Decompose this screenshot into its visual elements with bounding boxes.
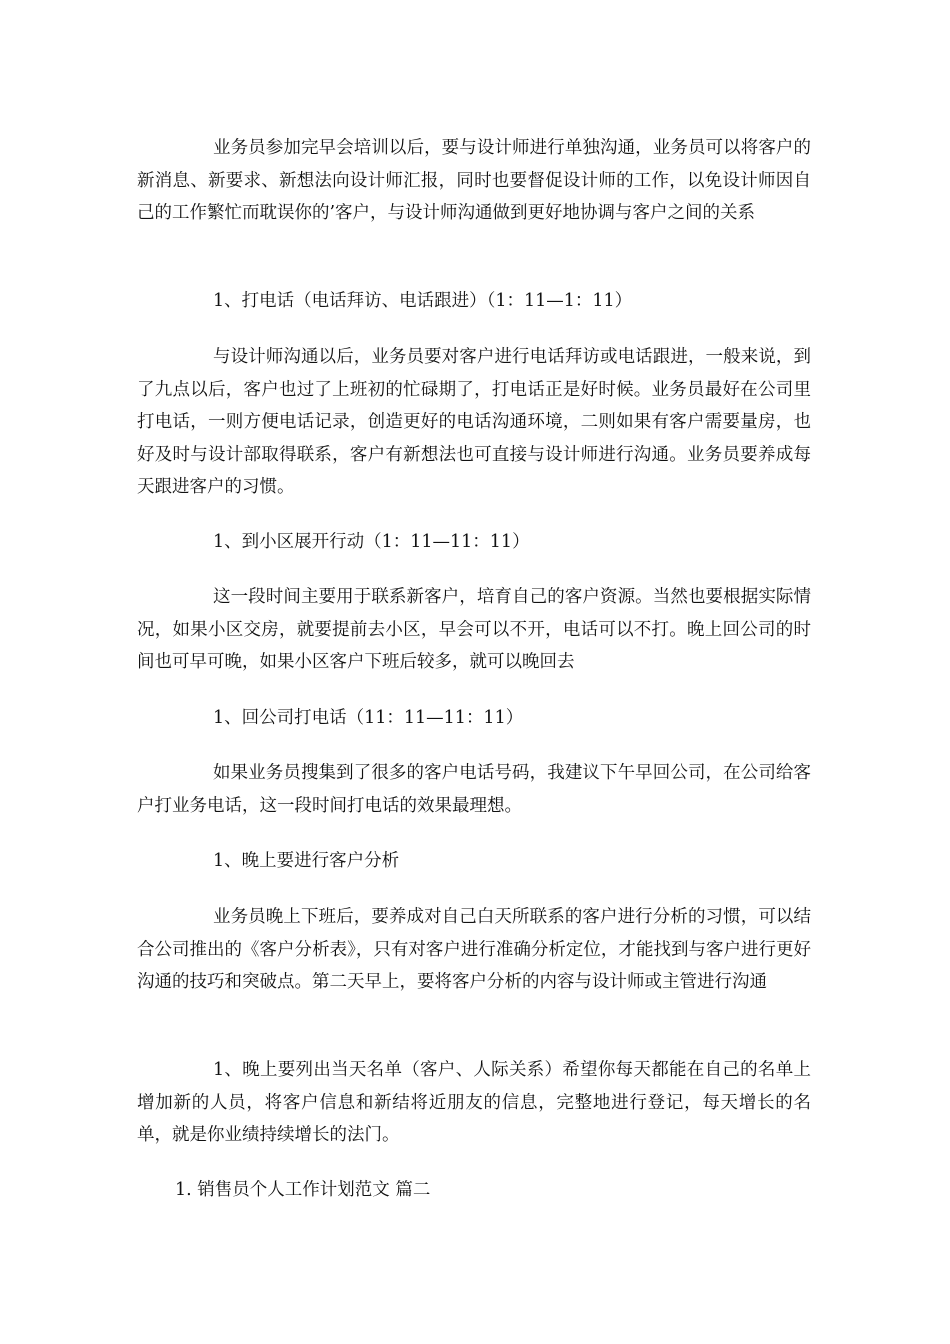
paragraph-customer-analysis: 业务员晚上下班后，要养成对自己白天所联系的客户进行分析的习惯，可以结合公司推出的《客户分析表》，只有对客户进行准确分析定位，才能找到与客户进行更好沟通的技巧和突破点。第二天早上，要将客户分析的内容与设计师或主管进行沟通 bbox=[137, 907, 811, 992]
heading-phone-calls: 1、打电话（电话拜访、电话跟进）（1：11—1：11） bbox=[213, 291, 633, 311]
heading-community-action: 1、到小区展开行动（1：11—11：11） bbox=[213, 532, 530, 552]
section-title-part-two: 1. 销售员个人工作计划范文 篇二 bbox=[175, 1180, 431, 1200]
paragraph-community-action: 这一段时间主要用于联系新客户，培育自己的客户资源。当然也要根据实际情况，如果小区交房，就要提前去小区，早会可以不开，电话可以不打。晚上回公司的时间也可早可晚，如果小区客户下班后较多，就可以晚回去 bbox=[137, 587, 811, 672]
paragraph-daily-list: 1、晚上要列出当天名单（客户、人际关系）希望你每天都能在自己的名单上增加新的人员，将客户信息和新结将近朋友的信息，完整地进行登记，每天增长的名单，就是你业绩持续增长的法门。 bbox=[137, 1060, 811, 1145]
paragraph-designer-communication: 业务员参加完早会培训以后，要与设计师进行单独沟通，业务员可以将客户的新消息、新要求、新想法向设计师汇报，同时也要督促设计师的工作，以免设计师因自己的工作繁忙而耽误你的’客户，与设计师沟通做到更好地协调与客户之间的关系 bbox=[137, 138, 811, 223]
paragraph-phone-calls: 与设计师沟通以后，业务员要对客户进行电话拜访或电话跟进，一般来说，到了九点以后，客户也过了上班初的忙碌期了，打电话正是好时候。业务员最好在公司里打电话，一则方便电话记录，创造更好的电话沟通环境，二则如果有客户需要量房，也好及时与设计部取得联系，客户有新想法也可直接与设计师进行沟通。业务员要养成每天跟进客户的习惯。 bbox=[137, 347, 811, 497]
heading-return-office: 1、回公司打电话（11：11—11：11） bbox=[213, 708, 524, 728]
paragraph-return-office: 如果业务员搜集到了很多的客户电话号码，我建议下午早回公司，在公司给客户打业务电话，这一段时间打电话的效果最理想。 bbox=[137, 763, 811, 816]
heading-customer-analysis: 1、晚上要进行客户分析 bbox=[213, 851, 400, 871]
